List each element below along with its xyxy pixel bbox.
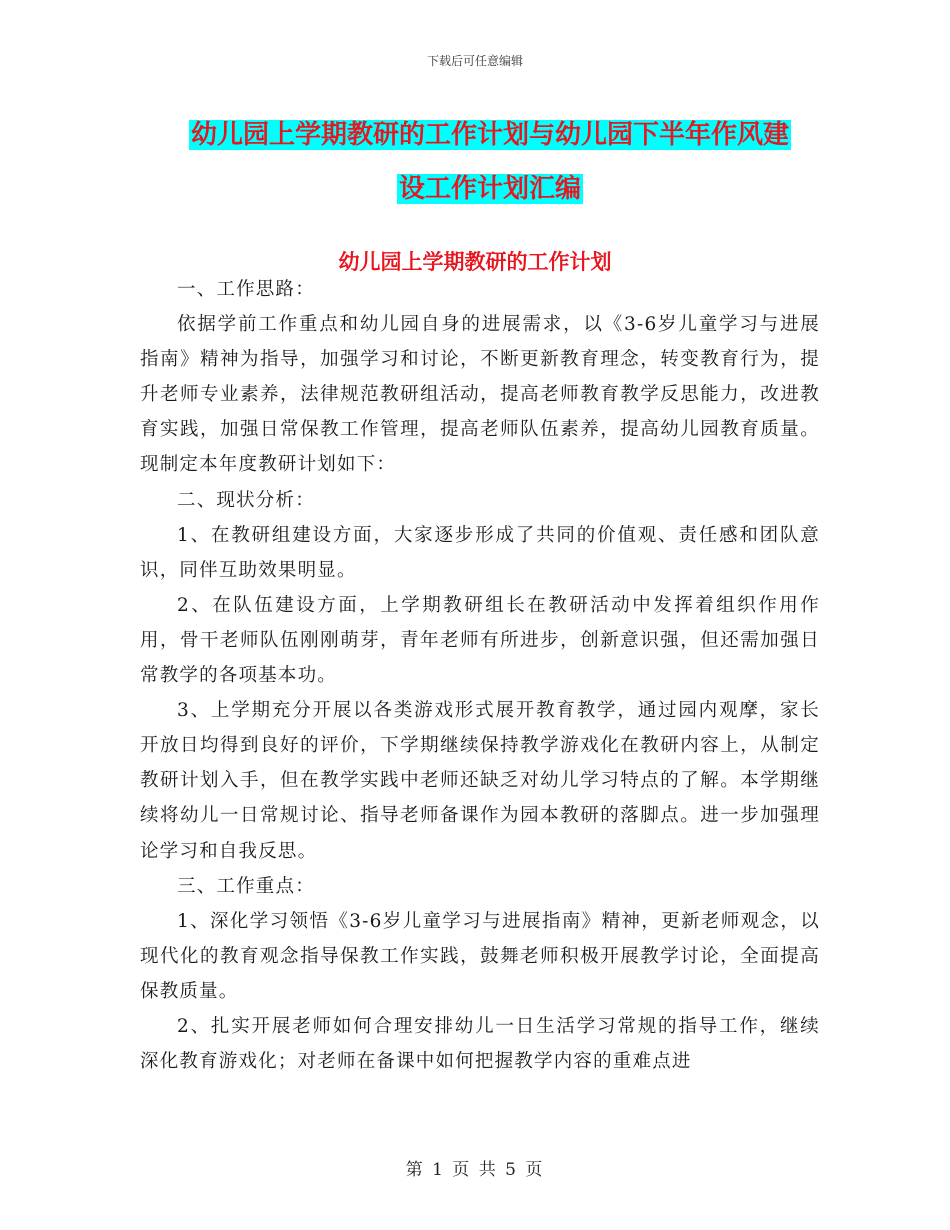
section-title: 幼儿园上学期教研的工作计划 bbox=[338, 249, 612, 274]
paragraph-status-2: 2、在队伍建设方面，上学期教研组长在教研活动中发挥着组织作用作用，骨干老师队伍刚刚萌芽，青年老师有所进步，创新意识强，但还需加强日常教学的各项基本功。 bbox=[140, 594, 820, 687]
paragraph-focus-2: 2、扎实开展老师如何合理安排幼儿一日生活学习常规的指导工作，继续深化教育游戏化；对老师在备课中如何把握教学内容的重难点进 bbox=[140, 1015, 820, 1073]
paragraph-approach: 依据学前工作重点和幼儿园自身的进展需求，以《3-6岁儿童学习与进展指南》精神为指导，加强学习和讨论，不断更新教育理念，转变教育行为，提升老师专业素养，法律规范教研组活动，提高老师教育教学反思能力，改进教育实践，加强日常保教工作管理，提高老师队伍素养，提高幼儿园教育质量。现制定本年度教研计划如下： bbox=[140, 314, 820, 476]
heading-work-focus: 三、工作重点： bbox=[177, 875, 315, 897]
page-number: 第 1 页 共 5 页 bbox=[405, 1160, 545, 1180]
document-title-line-2: 设工作计划汇编 bbox=[398, 174, 581, 204]
heading-status-analysis: 二、现状分析： bbox=[177, 489, 315, 511]
document-title bbox=[140, 108, 840, 216]
heading-work-approach: 一、工作思路： bbox=[177, 279, 315, 300]
paragraph-status-1: 1、在教研组建设方面，大家逐步形成了共同的价值观、责任感和团队意识，同伴互助效果明显。 bbox=[140, 524, 820, 581]
document-body bbox=[140, 272, 820, 1079]
page-header-note: 下载后可任意编辑 bbox=[426, 54, 523, 68]
paragraph-focus-1: 1、深化学习领悟《3-6岁儿童学习与进展指南》精神，更新老师观念，以现代化的教育观念指导保教工作实践，鼓舞老师积极开展教学讨论，全面提高保教质量。 bbox=[140, 910, 820, 1002]
paragraph-status-3: 3、上学期充分开展以各类游戏形式展开教育教学，通过园内观摩，家长开放日均得到良好的评价，下学期继续保持教学游戏化在教研内容上，从制定教研计划入手，但在教学实践中老师还缺乏对幼儿学习特点的了解。本学期继续将幼儿一日常规讨论、指导老师备课作为园本教研的落脚点。进一步加强理论学习和自我反思。 bbox=[140, 700, 820, 862]
document-title-line-1: 幼儿园上学期教研的工作计划与幼儿园下半年作风建 bbox=[190, 120, 789, 150]
